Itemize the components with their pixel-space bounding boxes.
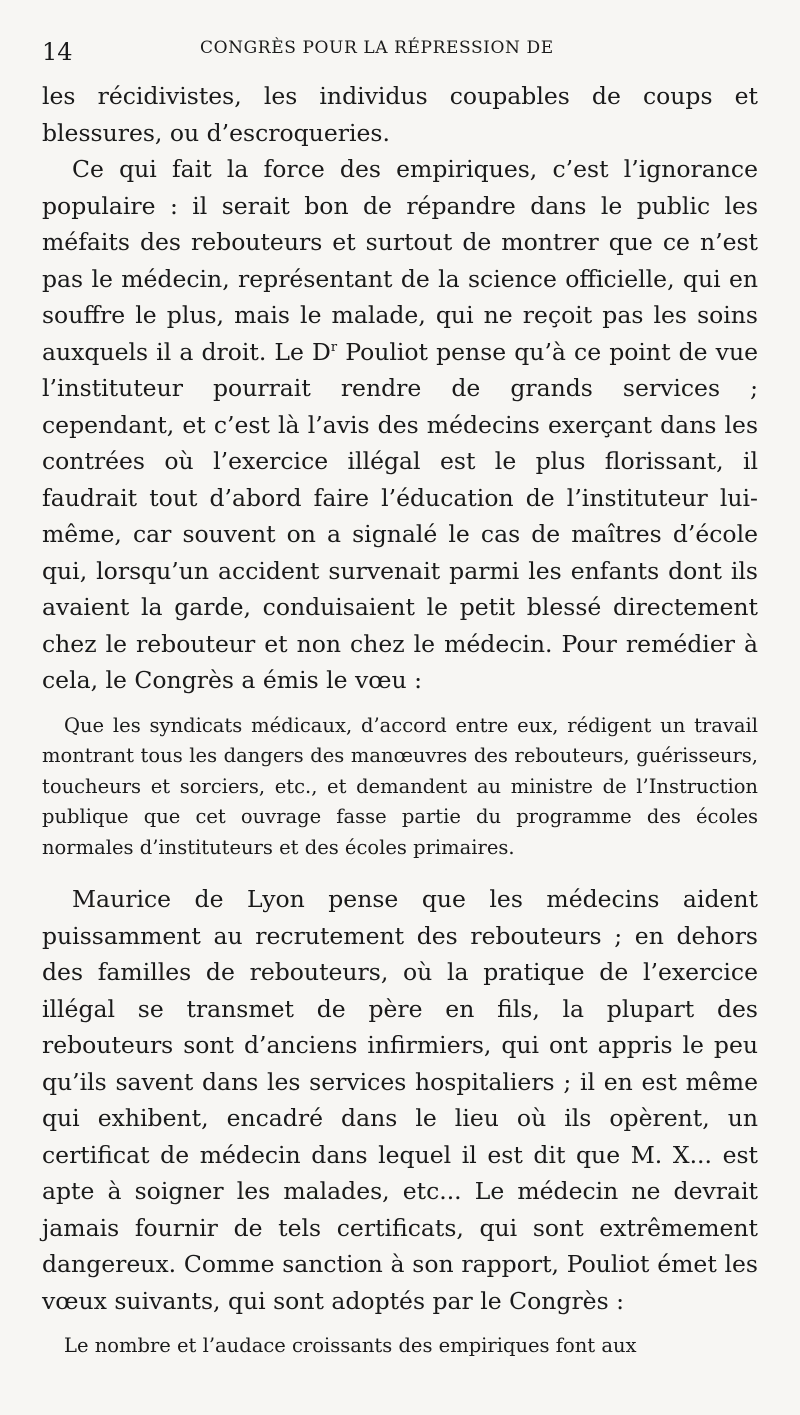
paragraph-text-part2: Pouliot pense qu’à ce point de vue l’instituteur pourrait rendre de grands services ; cependant, et c’est là l’avis des médecins exerçant dans les contrées où l’exercice illégal est le plus florissant, il faudrait tout d’abord faire l’éducation de l’instituteur lui-même, car souvent on a signalé le cas de maîtres d’école qui, lorsqu’un accident survenait parmi les enfants dont ils avaient la garde, conduisaient le petit blessé directement chez le rebouteur et non chez le médecin. Pour remédier à cela, le Congrès a émis le vœu : <box>42 337 759 694</box>
paragraph-continuation: les récidivistes, les individus coupables de coups et blessures, ou d’escroqueries. <box>42 82 758 147</box>
voeu-quotation-2 <box>42 1331 758 1362</box>
doctor-superscript: r <box>330 339 338 355</box>
running-title: CONGRÈS POUR LA RÉPRESSION DE <box>200 38 554 58</box>
main-text <box>42 78 758 699</box>
voeu-quotation <box>42 711 758 864</box>
page-header <box>42 34 758 78</box>
paragraph-maurice: Maurice de Lyon pense que les médecins aident puissamment au recrutement des rebouteurs ; en dehors des familles de rebouteurs, où la pratique de l’exercice illégal se transmet de père en fils, la plupart des rebouteurs sont d’anciens infirmiers, qui ont appris le peu qu’ils savent dans les services hospitaliers ; il en est même qui exhibent, encadré dans le lieu où ils opèrent, un certificat de médecin dans lequel il est dit que M. X... est apte à soigner les malades, etc... Le médecin ne devrait jamais fournir de tels certificats, qui sont extrêmement dangereux. Comme sanction à son rapport, Pouliot émet les vœux suivants, qui sont adoptés par le Congrès : <box>42 885 758 1315</box>
voeu-text-2: Le nombre et l’audace croissants des empiriques font aux <box>64 1334 637 1357</box>
page-number: 14 <box>42 38 73 66</box>
paragraph-empiriques <box>42 151 758 699</box>
voeu-text: Que les syndicats médicaux, d’accord entre eux, rédigent un travail montrant tous les dangers des manœuvres des rebouteurs, guérisseurs, toucheurs et sorciers, etc., et demandent au ministre de l’Instruction publique que cet ouvrage fasse partie du programme des écoles normales d’instituteurs et des écoles primaires. <box>42 713 758 859</box>
paragraph-text-part1: Ce qui fait la force des empiriques, c’est l’ignorance populaire : il serait bon de répandre dans le public les méfaits des rebouteurs et surtout de montrer que ce n’est pas le médecin, représentant de la science officielle, qui en souffre le plus, mais le malade, qui ne reçoit pas les soins auxquels il a droit. Le D <box>42 155 758 366</box>
main-text-2 <box>42 881 758 1319</box>
